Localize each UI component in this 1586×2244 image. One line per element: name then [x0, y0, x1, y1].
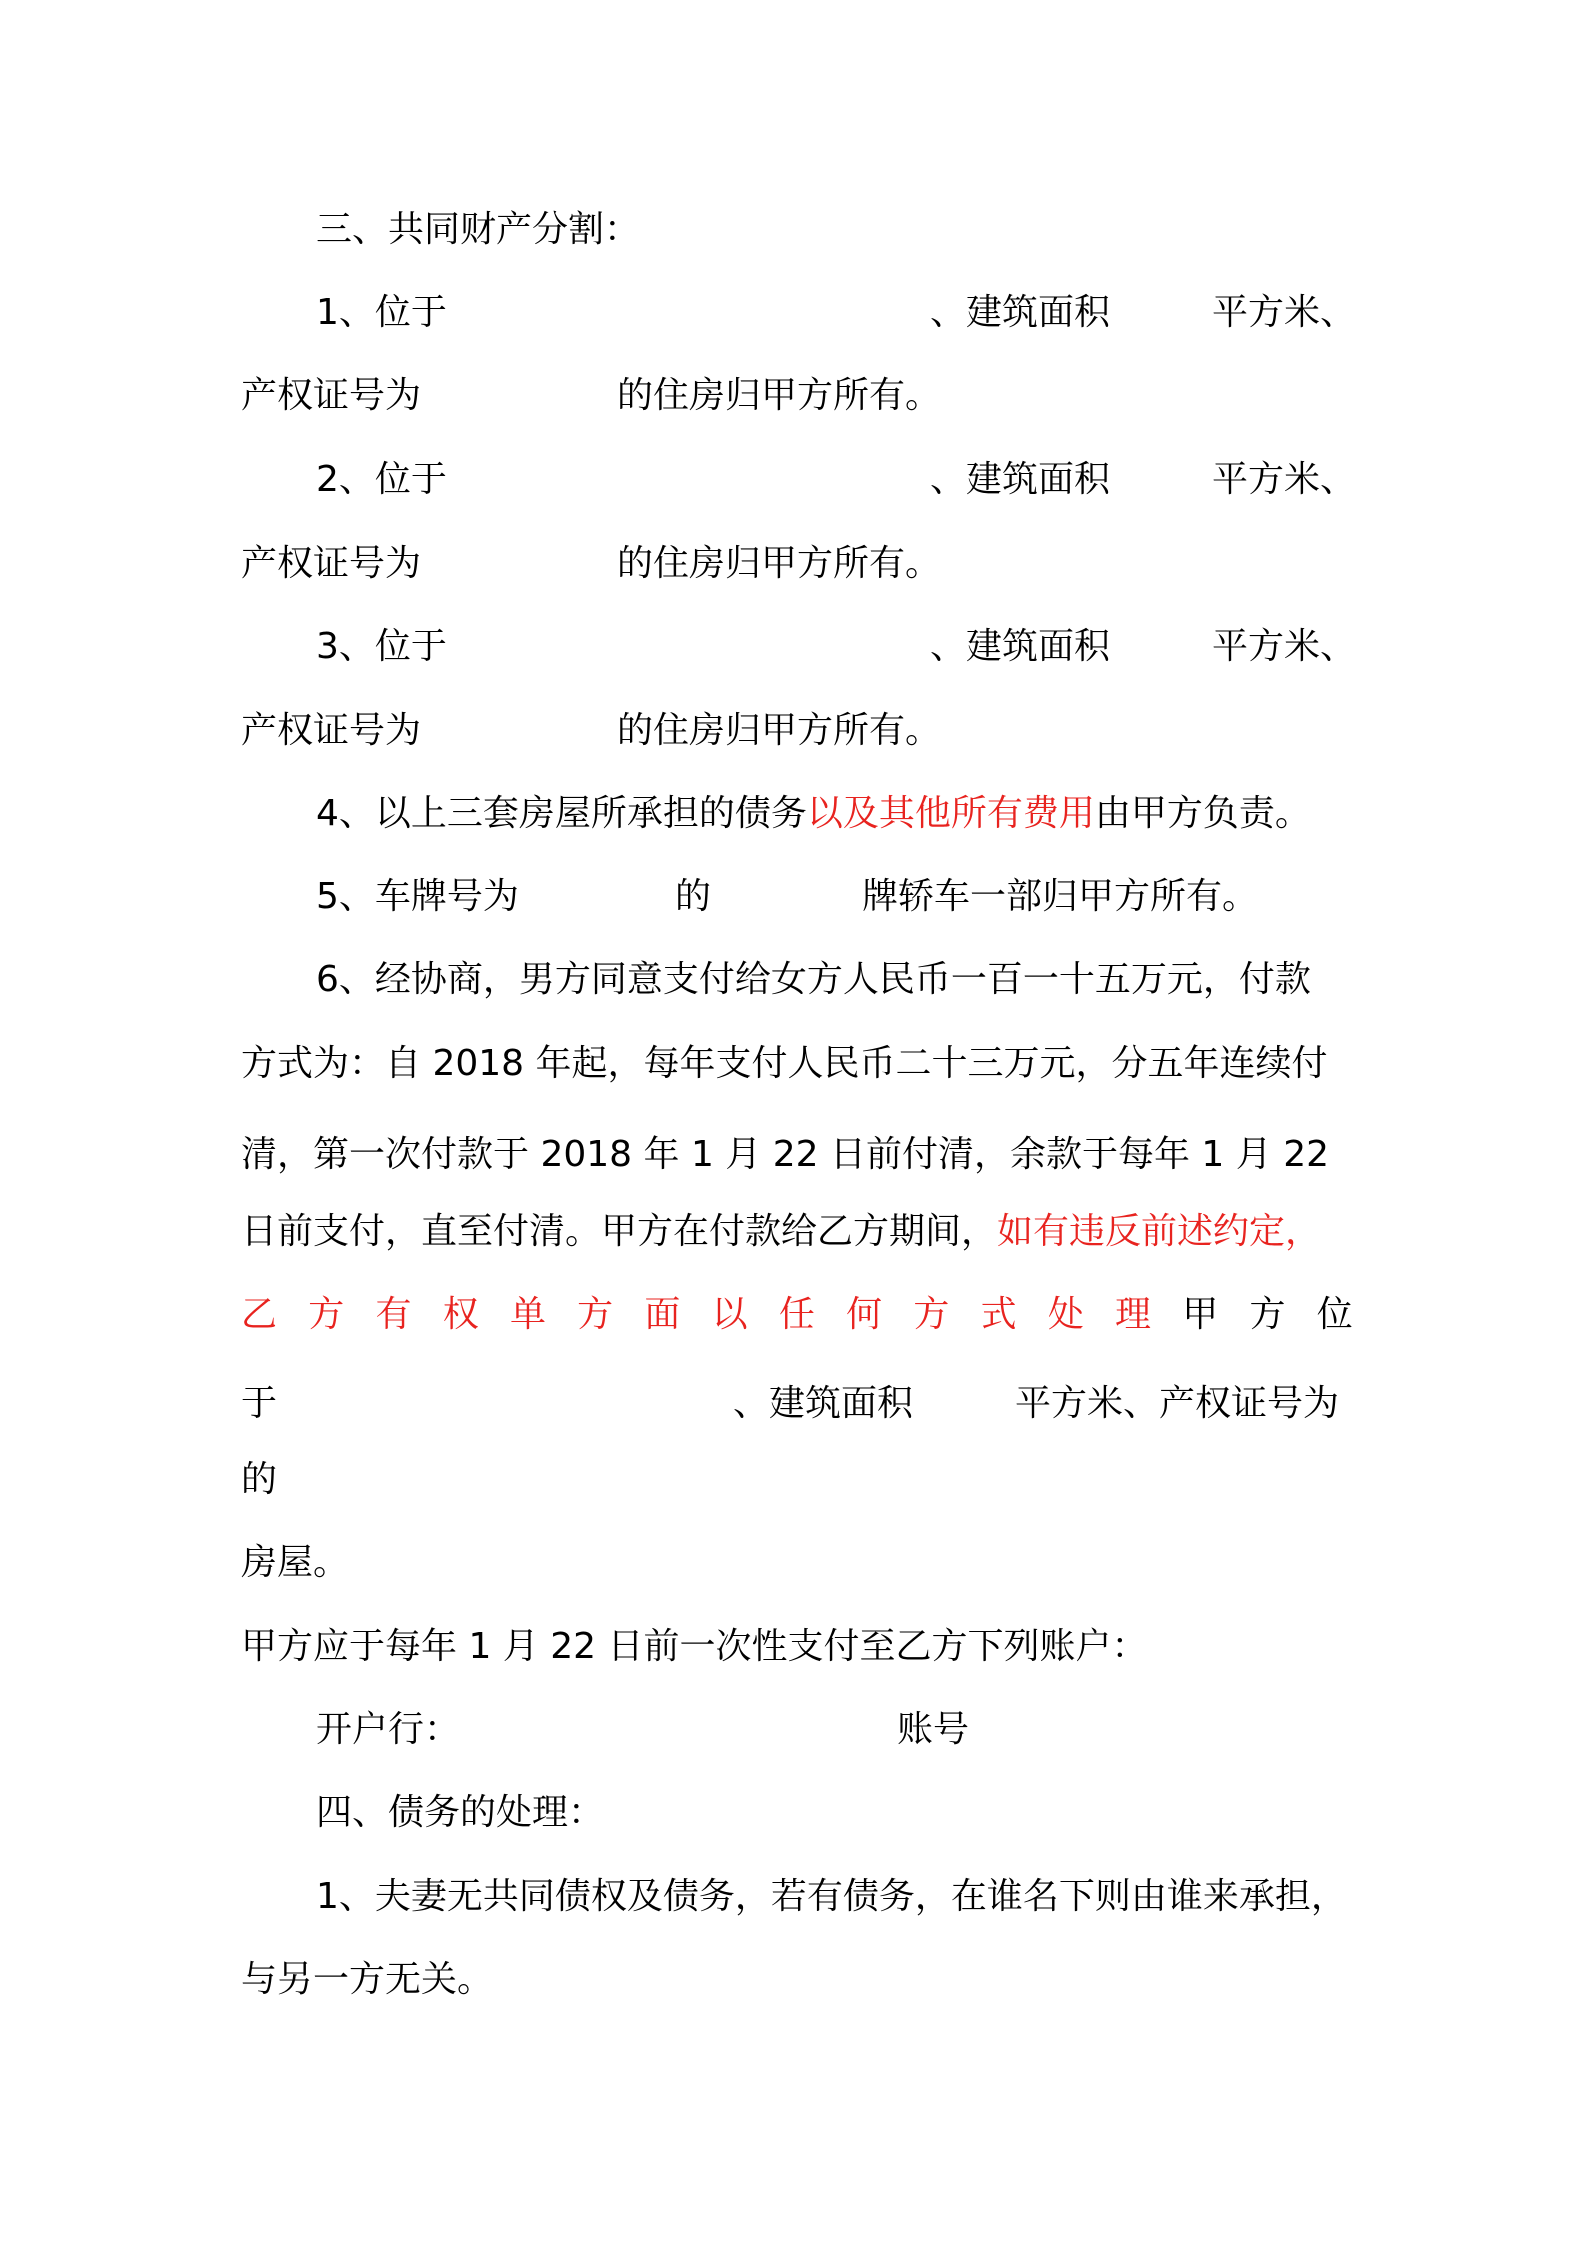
item2-prefix: 2、位于 [316, 459, 447, 500]
section-heading: 四、债务的处理： [316, 1792, 605, 1833]
item6-line5-char: 单 [509, 1294, 546, 1335]
item6-line5-char: 何 [846, 1294, 883, 1335]
item6-line4-text: 日前支付，直至付清。甲方在付款给乙方期间， [241, 1211, 998, 1252]
item6-line5-char: 方 [308, 1294, 345, 1335]
debt1-line2: 与另一方无关。 [241, 1959, 494, 2000]
item1-prefix: 1、位于 [316, 292, 447, 333]
item6-line5-char: 处 [1047, 1294, 1084, 1335]
item6-line5-char: 方 [577, 1294, 614, 1335]
item3-cert-label: 产权证号为 [241, 710, 422, 751]
item5-of: 的 [675, 876, 712, 917]
item6-line6-area-label: 、建筑面积 [733, 1383, 914, 1424]
item3-area-label: 、建筑面积 [930, 626, 1111, 667]
item4-part-b: 由甲方负责。 [1094, 793, 1311, 834]
item6-line5-char: 甲 [1182, 1294, 1219, 1335]
item6-line5-char: 面 [644, 1294, 681, 1335]
item6-line5-char: 权 [442, 1294, 479, 1335]
item1-cert-label: 产权证号为 [241, 375, 422, 416]
bank-label: 开户行： [316, 1709, 461, 1750]
item6-line8: 房屋。 [241, 1542, 350, 1583]
item6-line5-char: 乙 [241, 1294, 278, 1335]
section-heading: 三、共同财产分割： [316, 209, 641, 250]
item2-cert-label: 产权证号为 [241, 543, 422, 584]
item4-part-a: 4、以上三套房屋所承担的债务 [316, 793, 807, 834]
item6-line5-char: 方 [913, 1294, 950, 1335]
item6-line7: 的 [241, 1459, 278, 1500]
item2-ownership: 的住房归甲方所有。 [617, 543, 942, 584]
item6-line5-char: 方 [1249, 1294, 1286, 1335]
item2-unit: 平方米、 [1212, 459, 1357, 500]
item6-line4-highlight: 如有违反前述约定， [997, 1211, 1322, 1252]
item3-ownership: 的住房归甲方所有。 [617, 710, 942, 751]
item1-ownership: 的住房归甲方所有。 [617, 375, 942, 416]
item6-line4 [241, 1212, 1321, 1252]
item6-line6-prefix: 于 [241, 1383, 278, 1424]
item4-highlight: 以及其他所有费用 [806, 793, 1095, 834]
item3-unit: 平方米、 [1212, 626, 1357, 667]
item6-line1: 6、经协商，男方同意支付给女方人民币一百一十五万元，付款 [316, 959, 1311, 1000]
item5-car: 牌轿车一部归甲方所有。 [862, 876, 1259, 917]
item6-line5-char: 式 [980, 1294, 1017, 1335]
item6-line5-char: 理 [1115, 1294, 1152, 1335]
payment-note: 甲方应于每年 1 月 22 日前一次性支付至乙方下列账户： [241, 1626, 1148, 1667]
item1-area-label: 、建筑面积 [930, 292, 1111, 333]
item6-line5-char: 位 [1316, 1294, 1353, 1335]
item1-unit: 平方米、 [1212, 292, 1357, 333]
item6-line5-char: 以 [711, 1294, 748, 1335]
item6-line5-char: 任 [778, 1294, 815, 1335]
item2-area-label: 、建筑面积 [930, 459, 1111, 500]
item4-text [316, 794, 1311, 834]
item6-line6-unit-cert: 平方米、产权证号为 [1015, 1383, 1340, 1424]
item6-line5-char: 有 [375, 1294, 412, 1335]
item6-line5 [241, 1295, 1353, 1335]
item5-prefix: 5、车牌号为 [316, 876, 519, 917]
item3-prefix: 3、位于 [316, 626, 447, 667]
item6-line3: 清，第一次付款于 2018 年 1 月 22 日前付清，余款于每年 1 月 22 [241, 1134, 1330, 1175]
account-label: 账号 [897, 1709, 970, 1750]
debt1-line1: 1、夫妻无共同债权及债务，若有债务，在谁名下则由谁来承担， [316, 1876, 1347, 1917]
item6-line2: 方式为：自 2018 年起，每年支付人民币二十三万元，分五年连续付 [241, 1043, 1328, 1084]
